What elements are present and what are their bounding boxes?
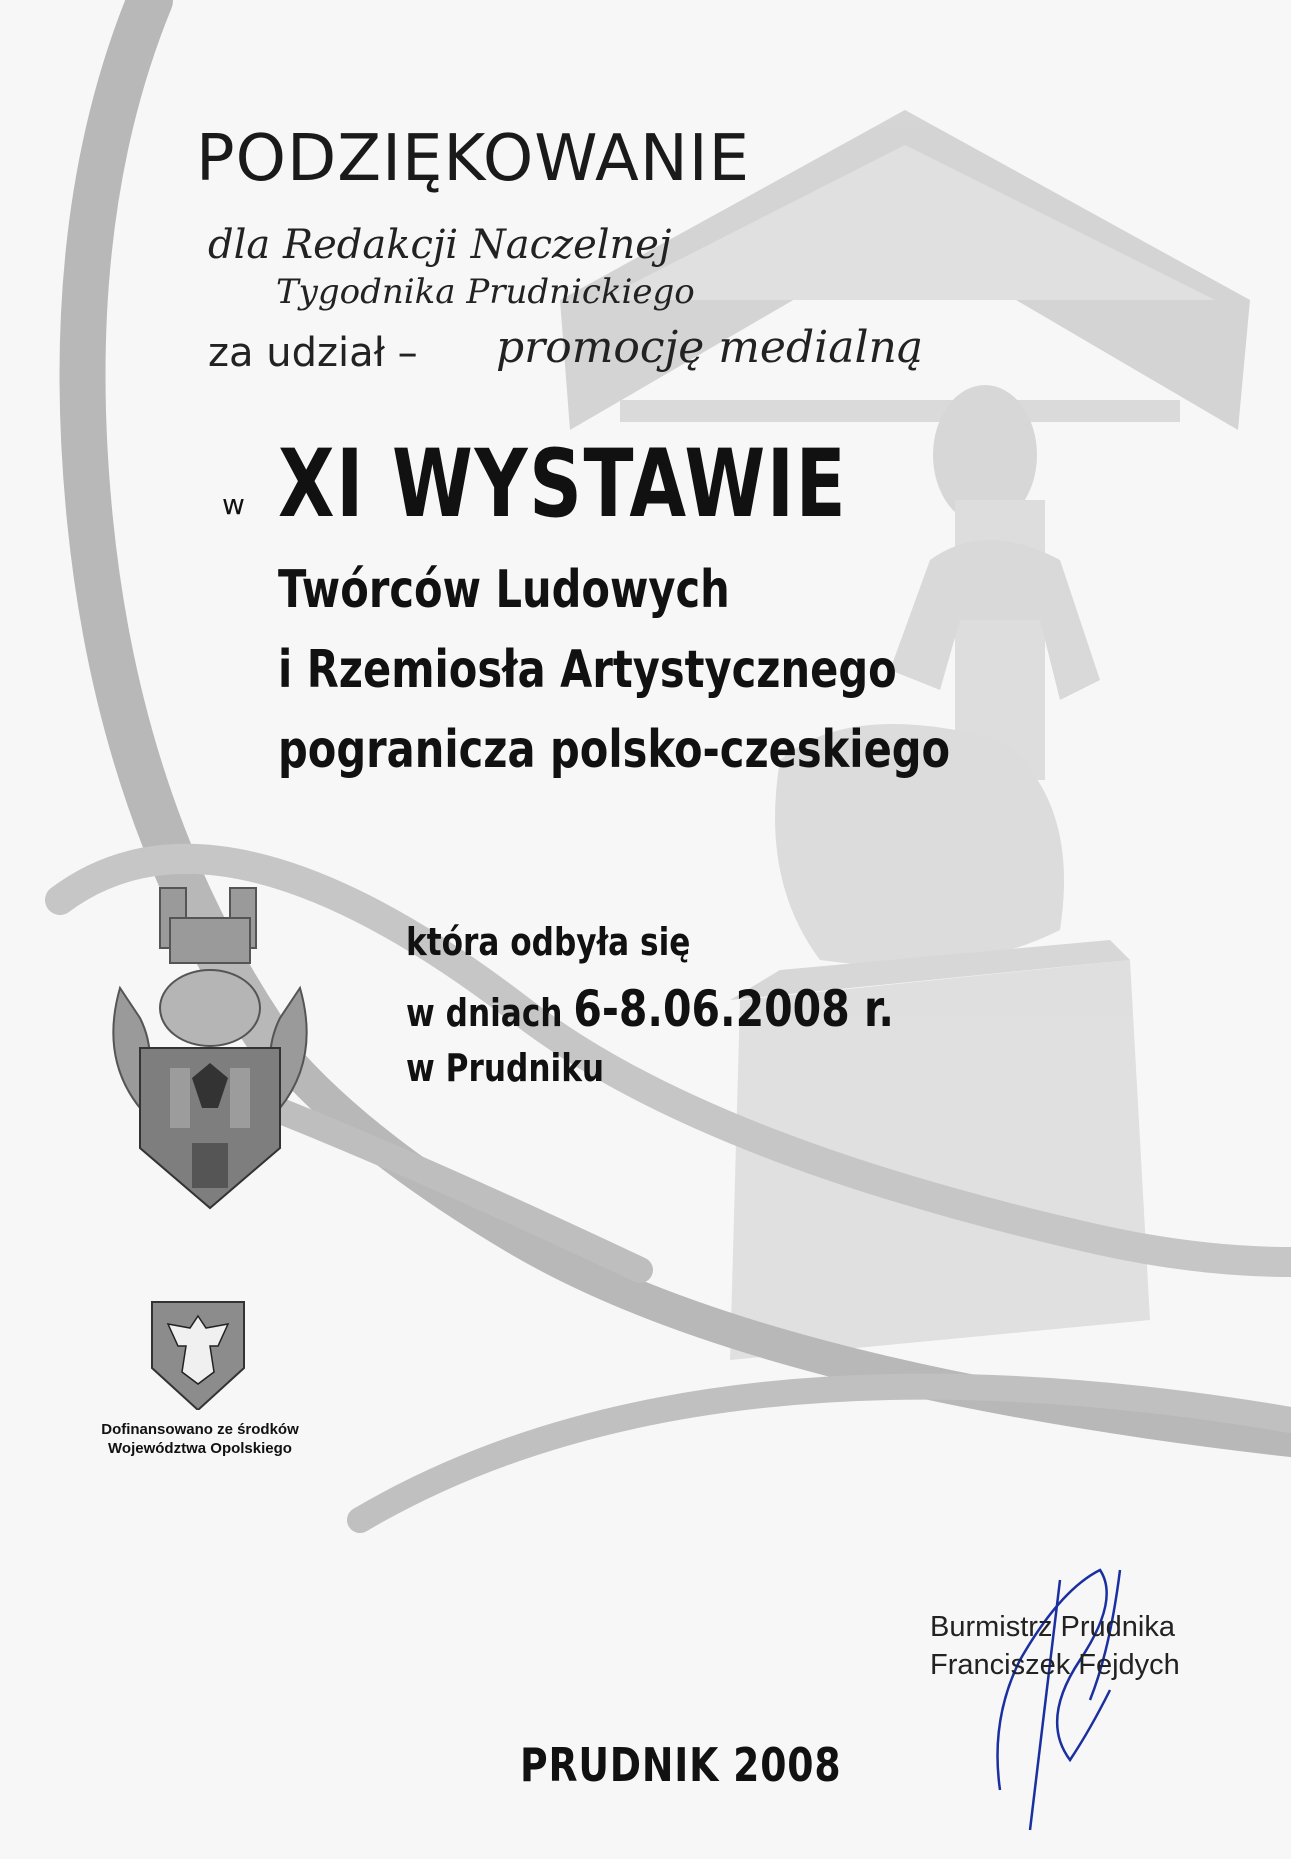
event-date: 6-8.06.2008 r. xyxy=(573,980,894,1038)
cofunding-line: Dofinansowano ze środków xyxy=(101,1421,299,1438)
certificate-title: PODZIĘKOWANIE xyxy=(196,122,750,196)
event-subtitle-line: i Rzemiosła Artystycznego xyxy=(278,640,897,700)
event-location: w Prudniku xyxy=(406,1046,605,1090)
cofunding-note xyxy=(74,1420,326,1458)
footer-place-year: PRUDNIK 2008 xyxy=(520,1738,842,1792)
event-subtitle-line: Twórców Ludowych xyxy=(278,560,730,620)
handwritten-reason: promocję medialną xyxy=(496,322,924,373)
opolskie-eagle-icon xyxy=(148,1298,248,1410)
event-headline: XI WYSTAWIE xyxy=(278,430,848,539)
cofunding-line: Województwa Opolskiego xyxy=(108,1440,292,1457)
handwritten-recipient-line1: dla Redakcji Naczelnej xyxy=(208,222,672,268)
signature-block xyxy=(930,1608,1180,1684)
event-subtitle-line: pogranicza polsko-czeskiego xyxy=(278,720,951,780)
event-prefix: w xyxy=(222,488,245,521)
handwritten-recipient-line2: Tygodnika Prudnickiego xyxy=(276,272,695,312)
prudnik-coat-of-arms-icon xyxy=(100,858,320,1218)
event-date-line xyxy=(406,980,894,1038)
signatory-name: Franciszek Fejdych xyxy=(930,1649,1180,1681)
event-details-line: która odbyła się xyxy=(406,920,691,964)
reason-prefix: za udział – xyxy=(208,330,418,376)
event-date-prefix: w dniach xyxy=(406,991,574,1035)
signatory-title: Burmistrz Prudnika xyxy=(930,1611,1175,1643)
